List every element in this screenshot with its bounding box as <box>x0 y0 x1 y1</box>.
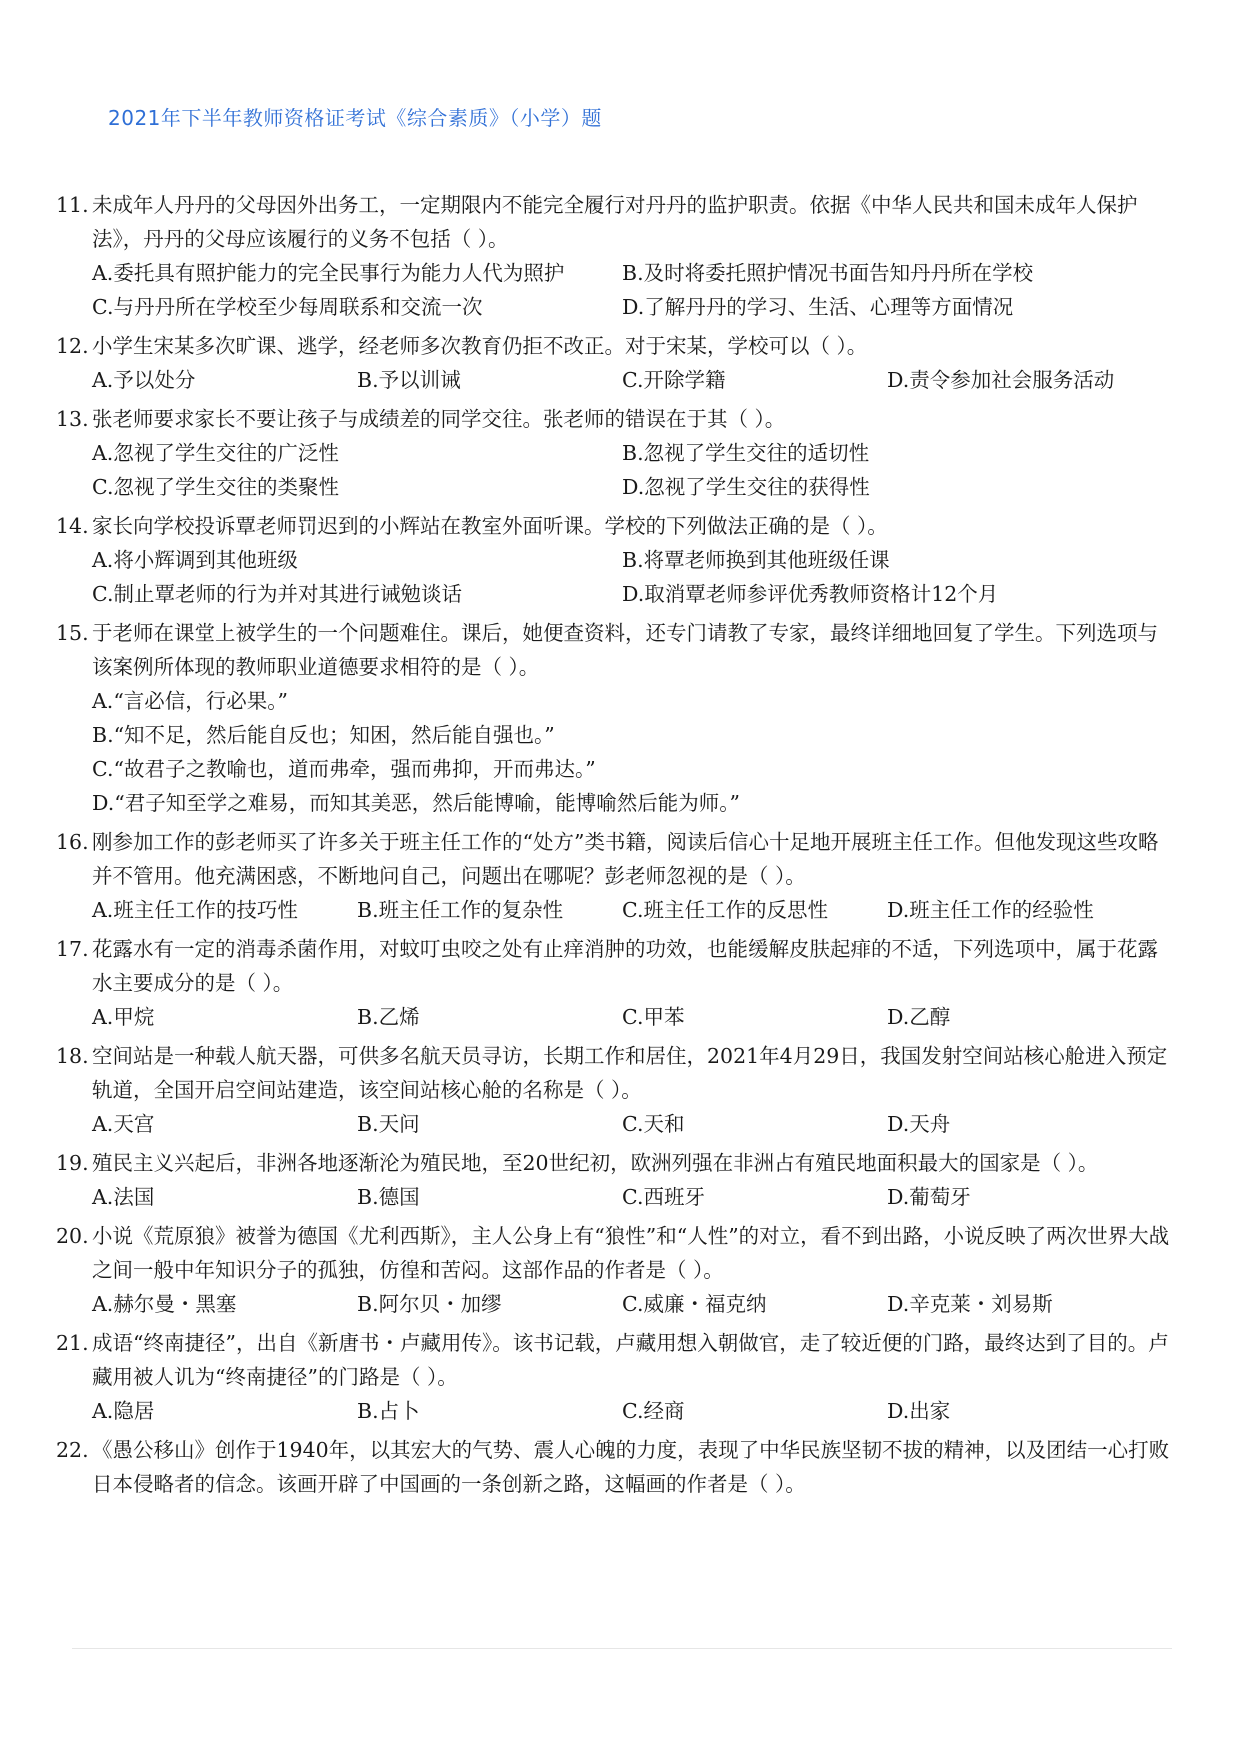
option-b: B.乙烯 <box>357 1005 420 1029</box>
question-number: 13. <box>56 407 89 431</box>
question-stem: 家长向学校投诉覃老师罚迟到的小辉站在教室外面听课。学校的下列做法正确的是（ ）。 <box>92 514 888 538</box>
option-b: B.天问 <box>357 1112 420 1136</box>
question-11 <box>56 188 1176 324</box>
question-19 <box>56 1146 1176 1214</box>
question-stem: 小学生宋某多次旷课、逃学，经老师多次教育仍拒不改正。对于宋某，学校可以（ ）。 <box>92 334 868 358</box>
option-c: C.忽视了学生交往的类聚性 <box>92 475 339 499</box>
option-d: D.葡萄牙 <box>887 1185 971 1209</box>
question-stem: 于老师在课堂上被学生的一个问题难住。课后，她便查资料，还专门请教了专家，最终详细地回复了学生。下列选项与该案例所体现的教师职业道德要求相符的是（ ）。 <box>92 621 1158 679</box>
question-16 <box>56 825 1176 927</box>
question-stem: 空间站是一种载人航天器，可供多名航天员寻访，长期工作和居住，2021年4月29日，我国发射空间站核心舱进入预定轨道，全国开启空间站建造，该空间站核心舱的名称是（ ）。 <box>92 1044 1168 1102</box>
option-a: A.甲烷 <box>92 1005 155 1029</box>
option-a: A.赫尔曼・黑塞 <box>92 1292 237 1316</box>
option-b: B.予以训诫 <box>357 368 461 392</box>
option-d: D.了解丹丹的学习、生活、心理等方面情况 <box>622 295 1014 319</box>
option-c: C.与丹丹所在学校至少每周联系和交流一次 <box>92 295 483 319</box>
question-15 <box>56 616 1176 820</box>
option-c: C.制止覃老师的行为并对其进行诫勉谈话 <box>92 582 462 606</box>
option-a: A.予以处分 <box>92 368 196 392</box>
option-a: A.将小辉调到其他班级 <box>92 548 298 572</box>
option-b: B.将覃老师换到其他班级任课 <box>622 548 890 572</box>
question-stem: 殖民主义兴起后，非洲各地逐渐沦为殖民地，至20世纪初，欧洲列强在非洲占有殖民地面积最大的国家是（ ）。 <box>92 1151 1099 1175</box>
question-number: 21. <box>56 1331 89 1355</box>
question-number: 12. <box>56 334 89 358</box>
option-a: A.委托具有照护能力的完全民事行为能力人代为照护 <box>92 261 565 285</box>
option-d: D.乙醇 <box>887 1005 951 1029</box>
option-a: A.法国 <box>92 1185 155 1209</box>
option-c: C.班主任工作的反思性 <box>622 898 828 922</box>
option-c: C.西班牙 <box>622 1185 705 1209</box>
question-list <box>56 188 1176 1506</box>
option-b: B.班主任工作的复杂性 <box>357 898 564 922</box>
question-stem: 小说《荒原狼》被誉为德国《尤利西斯》，主人公身上有“狼性”和“人性”的对立，看不到出路，小说反映了两次世界大战之间一般中年知识分子的孤独，仿徨和苦闷。这部作品的作者是（ ）。 <box>92 1224 1170 1282</box>
option-a: A.班主任工作的技巧性 <box>92 898 298 922</box>
question-number: 20. <box>56 1224 89 1248</box>
question-number: 19. <box>56 1151 89 1175</box>
option-d: D.出家 <box>887 1399 951 1423</box>
question-stem: 成语“终南捷径”，出自《新唐书・卢藏用传》。该书记载，卢藏用想入朝做官，走了较近便的门路，最终达到了目的。卢藏用被人讥为“终南捷径”的门路是（ ）。 <box>92 1331 1169 1389</box>
document-title: 2021年下半年教师资格证考试《综合素质》（小学）题 <box>108 106 602 130</box>
question-number: 18. <box>56 1044 89 1068</box>
question-20 <box>56 1219 1176 1321</box>
question-number: 22. <box>56 1438 89 1462</box>
question-18 <box>56 1039 1176 1141</box>
option-d: D.责令参加社会服务活动 <box>887 368 1115 392</box>
question-21 <box>56 1326 1176 1428</box>
option-c: C.开除学籍 <box>622 368 726 392</box>
question-13 <box>56 402 1176 504</box>
question-stem: 张老师要求家长不要让孩子与成绩差的同学交往。张老师的错误在于其（ ）。 <box>92 407 786 431</box>
option-d: D.忽视了学生交往的获得性 <box>622 475 870 499</box>
option-d: D.天舟 <box>887 1112 951 1136</box>
question-22 <box>56 1433 1176 1501</box>
question-number: 15. <box>56 621 89 645</box>
option-c: C.威廉・福克纳 <box>622 1292 767 1316</box>
option-c: C.甲苯 <box>622 1005 685 1029</box>
question-number: 17. <box>56 937 89 961</box>
option-d: D.班主任工作的经验性 <box>887 898 1094 922</box>
option-d: D.取消覃老师参评优秀教师资格计12个月 <box>622 582 999 606</box>
question-stem: 未成年人丹丹的父母因外出务工，一定期限内不能完全履行对丹丹的监护职责。依据《中华人民共和国未成年人保护法》，丹丹的父母应该履行的义务不包括（ ）。 <box>92 193 1138 251</box>
footer-divider <box>72 1648 1172 1649</box>
question-17 <box>56 932 1176 1034</box>
option-d: D.“君子知至学之难易，而知其美恶，然后能博喻，能博喻然后能为师。” <box>92 791 740 815</box>
question-stem: 刚参加工作的彭老师买了许多关于班主任工作的“处方”类书籍，阅读后信心十足地开展班主任工作。但他发现这些攻略并不管用。他充满困惑，不断地问自己，问题出在哪呢？彭老师忽视的是（ ）。 <box>92 830 1159 888</box>
question-stem: 花露水有一定的消毒杀菌作用，对蚊叮虫咬之处有止痒消肿的功效，也能缓解皮肤起痱的不适，下列选项中，属于花露水主要成分的是（ ）。 <box>92 937 1158 995</box>
option-c: C.“故君子之教喻也，道而弗牵，强而弗抑，开而弗达。” <box>92 757 596 781</box>
option-b: B.“知不足，然后能自反也；知困，然后能自强也。” <box>92 723 555 747</box>
question-number: 16. <box>56 830 89 854</box>
option-b: B.占卜 <box>357 1399 420 1423</box>
question-number: 14. <box>56 514 89 538</box>
option-c: C.经商 <box>622 1399 685 1423</box>
question-stem: 《愚公移山》创作于1940年，以其宏大的气势、震人心魄的力度，表现了中华民族坚韧不拔的精神，以及团结一心打败日本侵略者的信念。该画开辟了中国画的一条创新之路，这幅画的作者是（ ）。 <box>92 1438 1170 1496</box>
question-number: 11. <box>56 193 89 217</box>
question-14 <box>56 509 1176 611</box>
option-d: D.辛克莱・刘易斯 <box>887 1292 1053 1316</box>
option-a: A.忽视了学生交往的广泛性 <box>92 441 339 465</box>
option-a: A.隐居 <box>92 1399 155 1423</box>
option-a: A.天宫 <box>92 1112 155 1136</box>
question-12 <box>56 329 1176 397</box>
option-b: B.忽视了学生交往的适切性 <box>622 441 870 465</box>
option-b: B.及时将委托照护情况书面告知丹丹所在学校 <box>622 261 1034 285</box>
option-b: B.德国 <box>357 1185 420 1209</box>
option-b: B.阿尔贝・加缪 <box>357 1292 502 1316</box>
option-c: C.天和 <box>622 1112 685 1136</box>
option-a: A.“言必信，行必果。” <box>92 689 289 713</box>
